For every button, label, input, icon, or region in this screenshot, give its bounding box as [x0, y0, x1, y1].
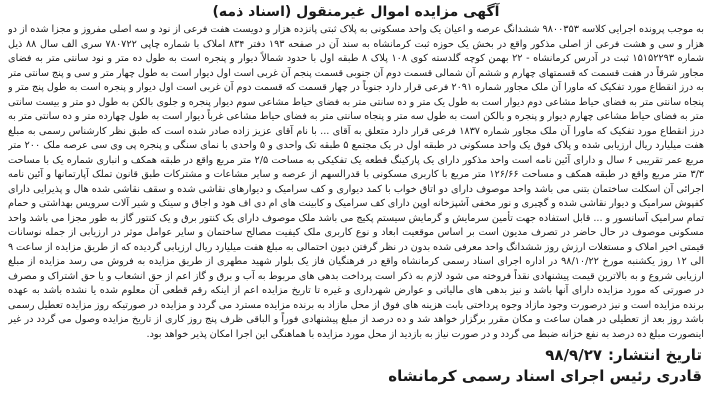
signature-line: قادری رئیس اجرای اسناد رسمی کرمانشاه [388, 367, 702, 385]
publish-date-label: تاریخ انتشار: [608, 346, 702, 364]
publish-date-value: ۹۸/۹/۲۷ [545, 346, 602, 364]
notice-footer [8, 345, 704, 387]
notice-body: به موجب پرونده اجرایی کلاسه ۹۸۰۰۳۵۳ ششدانگ عرصه و اعیان یک واحد مسکونی به پلاک ثبتی پانزده هزار و دویست هفت فرعی از نود و سه اصلی مفروز و مجزا شده از دو هزار و سی و هشت فرعی از اصلی مذکور واقع در بخش یک حوزه ثبت کرمانشاه به سند آن در صفحه ۱۹۳ دفتر ۸۳۴ املاک با شماره چاپی ۷۸۰۷۲۲ سری الف سال ۸۸ ذیل شماره ۱۵۱۵۲۲۹۳ ثبت در آدرس کرمانشاه - ۲۲ بهمن کوچه گلدسته کوی ۱۰۸ پلاک ۸ طبقه اول با حدود شمالاً دیوار و پنجره است به طول ده متر و نود سانتی متر به فضای مجاور شرقاً در هفت قسمت که قسمتهای چهارم و ششم آن شمالی قسمت دوم آن جنوبی قسمت پنجم آن غربی است اول دیوار است به طول چهار متر و سی و پنج سانتی متر به درز انقطاع مورد تفکیک که ماورا آن ملک مجاور شماره ۲۰۹۱ فرعی قرار دارد جنوباً در چهار قسمت که قسمت دوم آن غربی است اول دیوار و پنجره است به طول پنج متر و پنجاه سانتی متر به فضای حیاط مشاعی دوم دیوار است به طول یک متر و ده سانتی متر به فضای حیاط مشاعی سوم دیوار پنجره و جلوی بالکن به طول دو متر و بیست سانتی متر به فضای حیاط مشاعی چهارم دیوار و پنجره و بالکن است به طول سه متر و پنجاه سانتی متر به فضای حیاط مشاعی غرباً دیوار است به طول چهارده متر و ده سانتی متر به درز انقطاع مورد تفکیک که ماورا آن ملک مجاور شماره ۱۸۳۷ فرعی قرار دارد متعلق به آقای ... با نام آقای عزیز زاده صادر شده است که طبق نظر کارشناس رسمی به مبلغ هفت میلیارد ریال ارزیابی شده و پلاک فوق یک واحد مسکونی در طبقه اول در یک مجتمع ۵ طبقه تک واحدی و ۵ واحدی با نمای سنگی و پنجره پی وی سی عرصه ملک ۲۰۰ متر مربع عمر تقریبی ۶ سال و دارای آئین نامه است واحد مذکور دارای یک پارکینگ قطعه یک تفکیکی به مساحت ۲/۵ متر مربع واقع در طبقه همکف و انباری شماره یک با مساحت ۳/۳ متر مربع واقع در طبقه همکف و مساحت ۱۲۶/۶۶ متر مربع با کاربری مسکونی با قدرالسهم از عرصه و سایر مشاعات و مشترکات طبق قانون تملک آپارتمانها و آئین نامه اجرائی آن اسکلت ساختمان بتنی می باشد واحد موصوف دارای دو اتاق خواب با کمد دیواری و کف سرامیک و دیوارهای نقاشی شده و سقف نقاشی شده هال و پذیرایی دارای کفپوش سرامیک و دیوار نقاشی شده و گچبری و نور مخفی آشپزخانه اوپن دارای کف سرامیک و کابینت های ام دی اف هود و اجاق و سینک و شیر آلات سرویس بهداشتی و حمام تمام سرامیک آسانسور و ... قابل استفاده جهت تأمین سرمایش و گرمایش سیستم پکیج می باشد ملک موصوف دارای یک کنتور برق و یک کنتور گاز به طور مجزا می باشد واحد مسکونی موصوف در حال حاضر در تصرف مدیون است بر اساس موقعیت ابعاد و نوع کاربری ملک کیفیت مصالح ساختمان و سایر عوامل موثر در ارزیابی از جمله نوسانات قیمتی اخیر املاک و مستغلات ارزش روز ششدانگ واحد معرفی شده بدون در نظر گرفتن دیون احتمالی به مبلغ هفت میلیارد ریال ارزیابی گردیده که از طریق مزایده از ساعت ۹ الی ۱۲ روز یکشنبه مورخ ۹۸/۱۰/۲۲ در اداره اجرای اسناد رسمی کرمانشاه واقع در فرهنگیان فاز یک بلوار شهید مطهری از طریق مزایده به فروش می رسد مزایده از مبلغ ارزیابی شروع و به بالاترین قیمت پیشنهادی نقداً فروخته می شود لازم به ذکر است پرداخت بدهی های مربوط به آب و برق و گاز اعم از حق انشعاب و یا حق اشتراک و مصرف در صورتی که مورد مزایده دارای آنها باشد و نیز بدهی های مالیاتی و عوارض شهرداری و غیره تا تاریخ مزایده اعم از اینکه رقم قطعی آن معلوم شده یا نشده باشد به عهده برنده مزایده است و نیز درصورت وجود مازاد وجوه پرداختی بابت هزینه های فوق از محل مازاد به برنده مزایده مسترد می گردد و مزایده در صورتیکه روز مزایده تعطیل رسمی باشد روز بعد از تعطیلی در همان ساعت و مکان مقرر برگزار خواهد شد و ده درصد از مبلغ پیشنهادی فوراً و الباقی ظرف پنج روز کاری از تاریخ مزایده وصول می گردد در غیر اینصورت مبلغ ده درصد به نفع خزانه ضبط می گردد و در صورت نیاز به بازدید از محل مورد مزایده با هماهنگی این اجرا امکان پذیر خواهد بود. [8, 24, 704, 340]
notice-title: آگهی مزایده اموال غیرمنقول (اسناد ذمه) [212, 4, 500, 20]
publish-date-line [8, 345, 702, 366]
